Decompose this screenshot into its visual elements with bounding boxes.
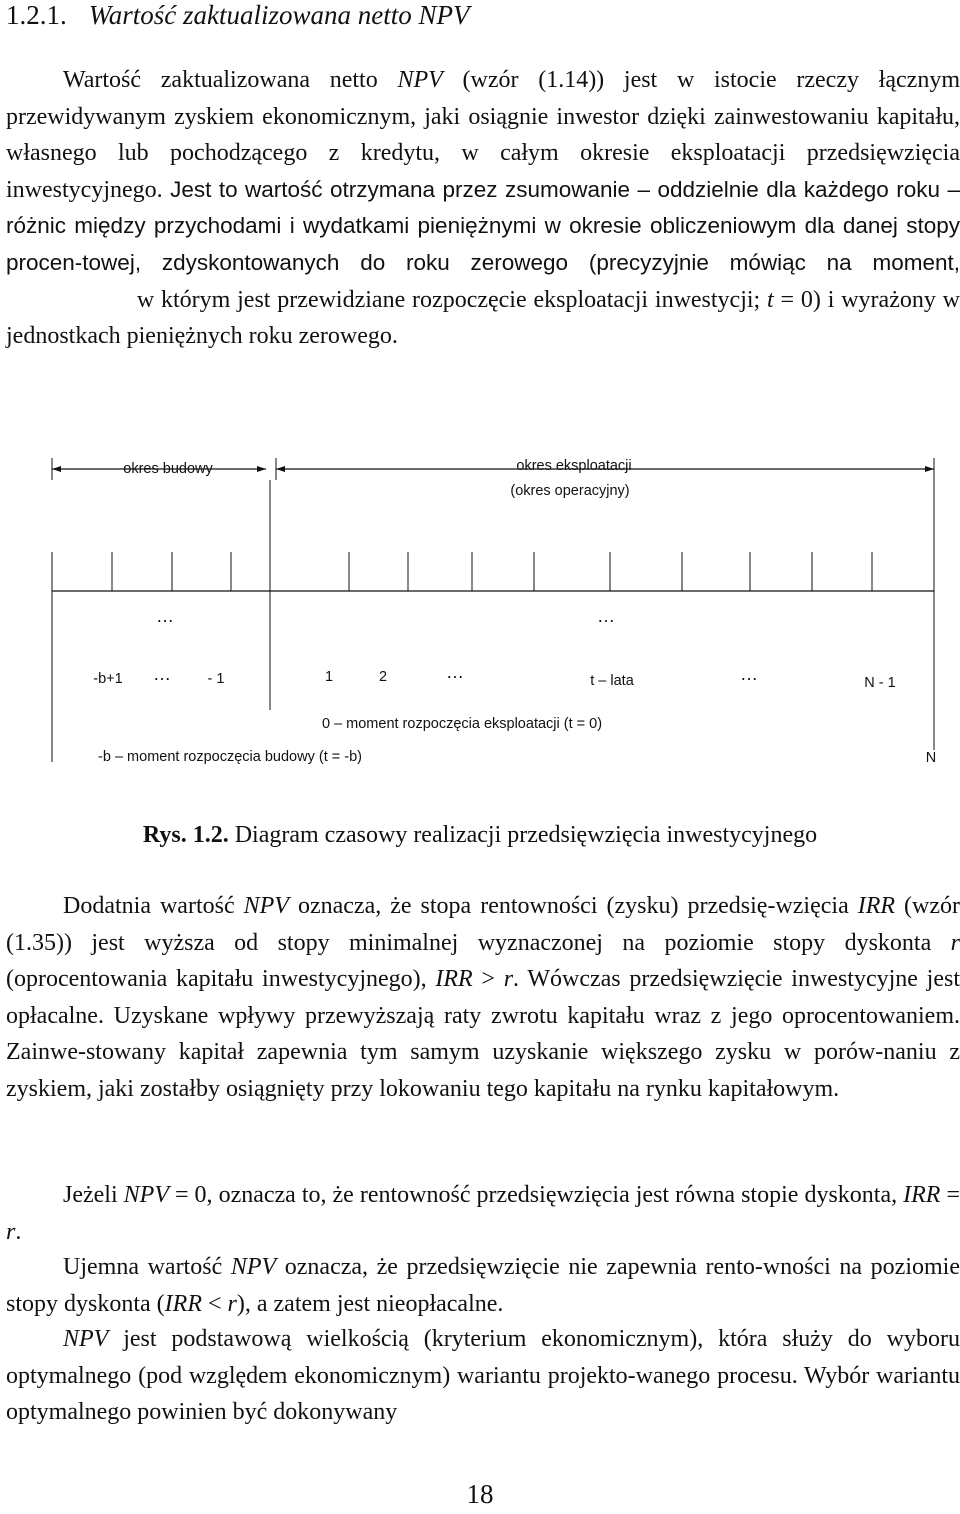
section-number: 1.2.1.	[6, 0, 67, 30]
paragraph-npv-criterion	[6, 1321, 960, 1431]
page-number: 18	[466, 1479, 494, 1509]
label-n: N	[925, 750, 937, 766]
text-run: Ujemna wartość	[63, 1254, 231, 1280]
irr-term: IRR	[857, 893, 896, 919]
section-heading	[6, 0, 470, 30]
section-title: Wartość zaktualizowana netto NPV	[88, 0, 470, 30]
label-1: 1	[324, 669, 334, 685]
intro-paragraph	[6, 62, 960, 355]
text-run: w którym jest przewidziane rozpoczęcie eksploatacji inwestycji;	[136, 286, 768, 313]
ellipsis: …	[446, 662, 464, 682]
text-run-sans: Jest to wartość otrzymana przez zsumowanie – oddzielnie dla każdego roku – różnic między przychodami i wydatkami pieniężnymi w okresie obliczeniowym dla danej stopy procen-towej, zdyskontowanych do roku zerowego (precyzyjnie mówiąc na moment,	[6, 176, 960, 275]
arrowhead-left	[276, 466, 285, 472]
ellipsis: …	[153, 664, 171, 684]
npv-term: NPV	[243, 893, 289, 919]
r-symbol: r	[6, 1218, 16, 1245]
irr-term: IRR	[435, 966, 473, 993]
text-run: Wartość zaktualizowana netto	[63, 67, 398, 93]
okres-operacyjny-label: (okres operacyjny)	[510, 483, 630, 499]
paragraph-negative-npv	[6, 1249, 960, 1322]
text-run: =	[940, 1182, 960, 1208]
arrowhead-left	[52, 466, 61, 472]
text-run: (wzór (1.14)) jest w istocie rzeczy łącznym przewidywanym zyskiem ekonomicznym, jaki osiągnie inwestor dzięki zainwestowaniu kapitału, własnego lub pochodzącego z kredytu, w całym okresie eksploatacji przedsięwzięcia inwestycyjnego.	[6, 67, 960, 203]
ellipsis: …	[740, 664, 758, 684]
ellipsis: …	[597, 606, 615, 626]
paragraph-zero-npv	[6, 1177, 960, 1250]
irr-term: IRR	[164, 1290, 202, 1317]
text-run: Jeżeli	[63, 1182, 124, 1208]
r-symbol: r	[950, 929, 960, 956]
text-run: >	[472, 966, 504, 993]
text-run: Dodatnia wartość	[63, 893, 244, 919]
text-run: = 0) i wyrażony w jednostkach pieniężnych roku zerowego.	[6, 286, 960, 350]
label-t-lata: t – lata	[590, 673, 634, 689]
text-run: (wzór (1.35)) jest wyższa od stopy minimalnej wyznaczonej na poziomie stopy dyskonta	[6, 893, 960, 956]
r-symbol: r	[227, 1290, 237, 1317]
label-n-minus-1: N - 1	[864, 675, 896, 691]
npv-term: NPV	[123, 1182, 169, 1208]
label-minus-b-plus-1: -b+1	[93, 671, 123, 687]
text-run: oznacza, że stopa rentowności (zysku) przedsię-wzięcia	[288, 893, 858, 919]
irr-term: IRR	[903, 1182, 941, 1208]
text-run: ), a zatem jest nieopłacalne.	[236, 1290, 504, 1317]
timeline-diagram	[0, 440, 960, 800]
npv-term: NPV	[397, 67, 443, 93]
caption-text: Diagram czasowy realizacji przedsięwzięcia inwestycyjnego	[228, 822, 818, 848]
text-run: = 0, oznacza to, że rentowność przedsięwzięcia jest równa stopie dyskonta,	[168, 1182, 904, 1208]
okres-eksploatacji-label: okres eksploatacji	[516, 458, 632, 474]
paragraph-positive-npv	[6, 888, 960, 1108]
arrowhead-right	[257, 466, 266, 472]
label-minus-1: - 1	[207, 671, 225, 687]
moment-minus-b-label: -b – moment rozpoczęcia budowy (t = -b)	[98, 749, 362, 765]
text-run: (oprocentowania kapitału inwestycyjnego),	[6, 966, 436, 993]
ellipsis: …	[156, 606, 174, 626]
moment-zero-label: 0 – moment rozpoczęcia eksploatacji (t = 0)	[321, 716, 603, 732]
okres-budowy-label: okres budowy	[123, 461, 213, 477]
text-run: oznacza, że przedsięwzięcie nie zapewnia rento-wności na poziomie stopy dyskonta (	[6, 1254, 960, 1317]
caption-label: Rys. 1.2.	[142, 822, 229, 848]
npv-term: NPV	[63, 1326, 109, 1352]
r-symbol: r	[503, 966, 514, 993]
text-run: .	[15, 1218, 22, 1245]
arrowhead-right	[925, 466, 934, 472]
t-symbol: t	[767, 286, 774, 313]
text-run: <	[201, 1290, 228, 1317]
label-2: 2	[378, 669, 388, 685]
text-run: jest podstawową wielkością (kryterium ekonomicznym), która służy do wyboru optymalnego (pod względem ekonomicznym) wariantu projekto-wanego procesu. Wybór wariantu optymalnego powinien być dokonywany	[6, 1326, 960, 1426]
figure-caption	[0, 817, 960, 853]
npv-term: NPV	[230, 1254, 277, 1280]
text-run: . Wówczas przedsięwzięcie inwestycyjne jest opłacalne. Uzyskane wpływy przewyższają raty zwrotu kapitału wraz z jego oprocentowaniem. Zainwe-stowany kapitał zapewnia tym samym uzyskanie większego zysku w porów-naniu z zyskiem, jaki zostałby osiągnięty przy lokowaniu tego kapitału na rynku kapitałowym.	[6, 966, 960, 1102]
